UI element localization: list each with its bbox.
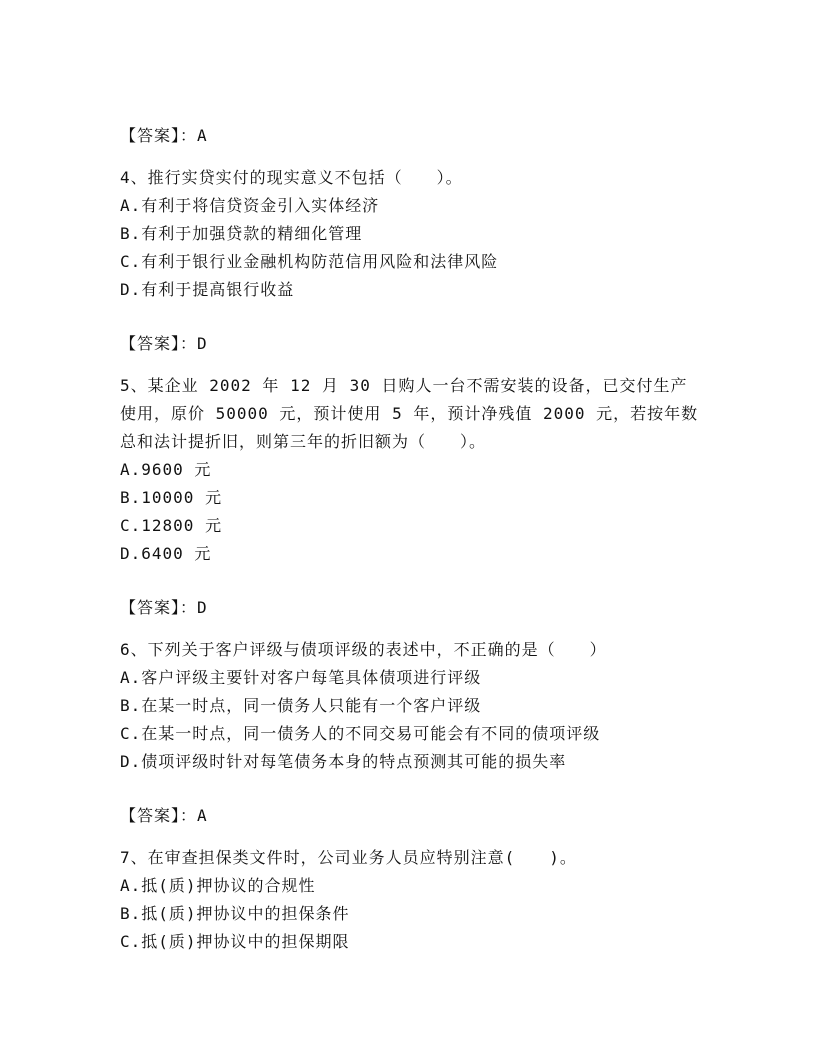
- question-4-option-d: D.有利于提高银行收益: [120, 280, 295, 299]
- question-7-option-c: C.抵(质)押协议中的担保期限: [120, 932, 350, 951]
- question-7-option-a: A.抵(质)押协议的合规性: [120, 876, 316, 895]
- answer-line: 【答案】：A: [120, 806, 208, 825]
- question-4-option-a: A.有利于将信贷资金引入实体经济: [120, 196, 380, 215]
- question-5-stem-line-2: 使用，原价 50000 元，预计使用 5 年，预计净残值 2000 元，若按年数: [120, 404, 699, 423]
- question-6-option-a: A.客户评级主要针对客户每笔具体债项进行评级: [120, 668, 482, 687]
- question-5-option-d: D.6400 元: [120, 544, 212, 563]
- answer-line: 【答案】：D: [120, 334, 208, 353]
- question-4-stem: 4、推行实贷实付的现实意义不包括（ ）。: [120, 168, 463, 187]
- answer-line: 【答案】：D: [120, 598, 208, 617]
- question-4-option-b: B.有利于加强贷款的精细化管理: [120, 224, 363, 243]
- question-7-option-b: B.抵(质)押协议中的担保条件: [120, 904, 350, 923]
- question-5-stem-line-1: 5、某企业 2002 年 12 月 30 日购人一台不需安装的设备，已交付生产: [120, 376, 688, 395]
- question-4-option-c: C.有利于银行业金融机构防范信用风险和法律风险: [120, 252, 499, 271]
- question-5-stem-line-3: 总和法计提折旧，则第三年的折旧额为（ ）。: [120, 432, 487, 451]
- question-5-option-c: C.12800 元: [120, 516, 223, 535]
- question-5-option-b: B.10000 元: [120, 488, 223, 507]
- question-6-option-c: C.在某一时点，同一债务人的不同交易可能会有不同的债项评级: [120, 724, 601, 743]
- question-6-stem: 6、下列关于客户评级与债项评级的表述中，不正确的是（ ）: [120, 640, 607, 659]
- question-7-stem: 7、在审查担保类文件时，公司业务人员应特别注意( )。: [120, 848, 577, 867]
- question-5-option-a: A.9600 元: [120, 460, 212, 479]
- question-6-option-b: B.在某一时点，同一债务人只能有一个客户评级: [120, 696, 482, 715]
- question-6-option-d: D.债项评级时针对每笔债务本身的特点预测其可能的损失率: [120, 752, 567, 771]
- answer-line: 【答案】：A: [120, 126, 208, 145]
